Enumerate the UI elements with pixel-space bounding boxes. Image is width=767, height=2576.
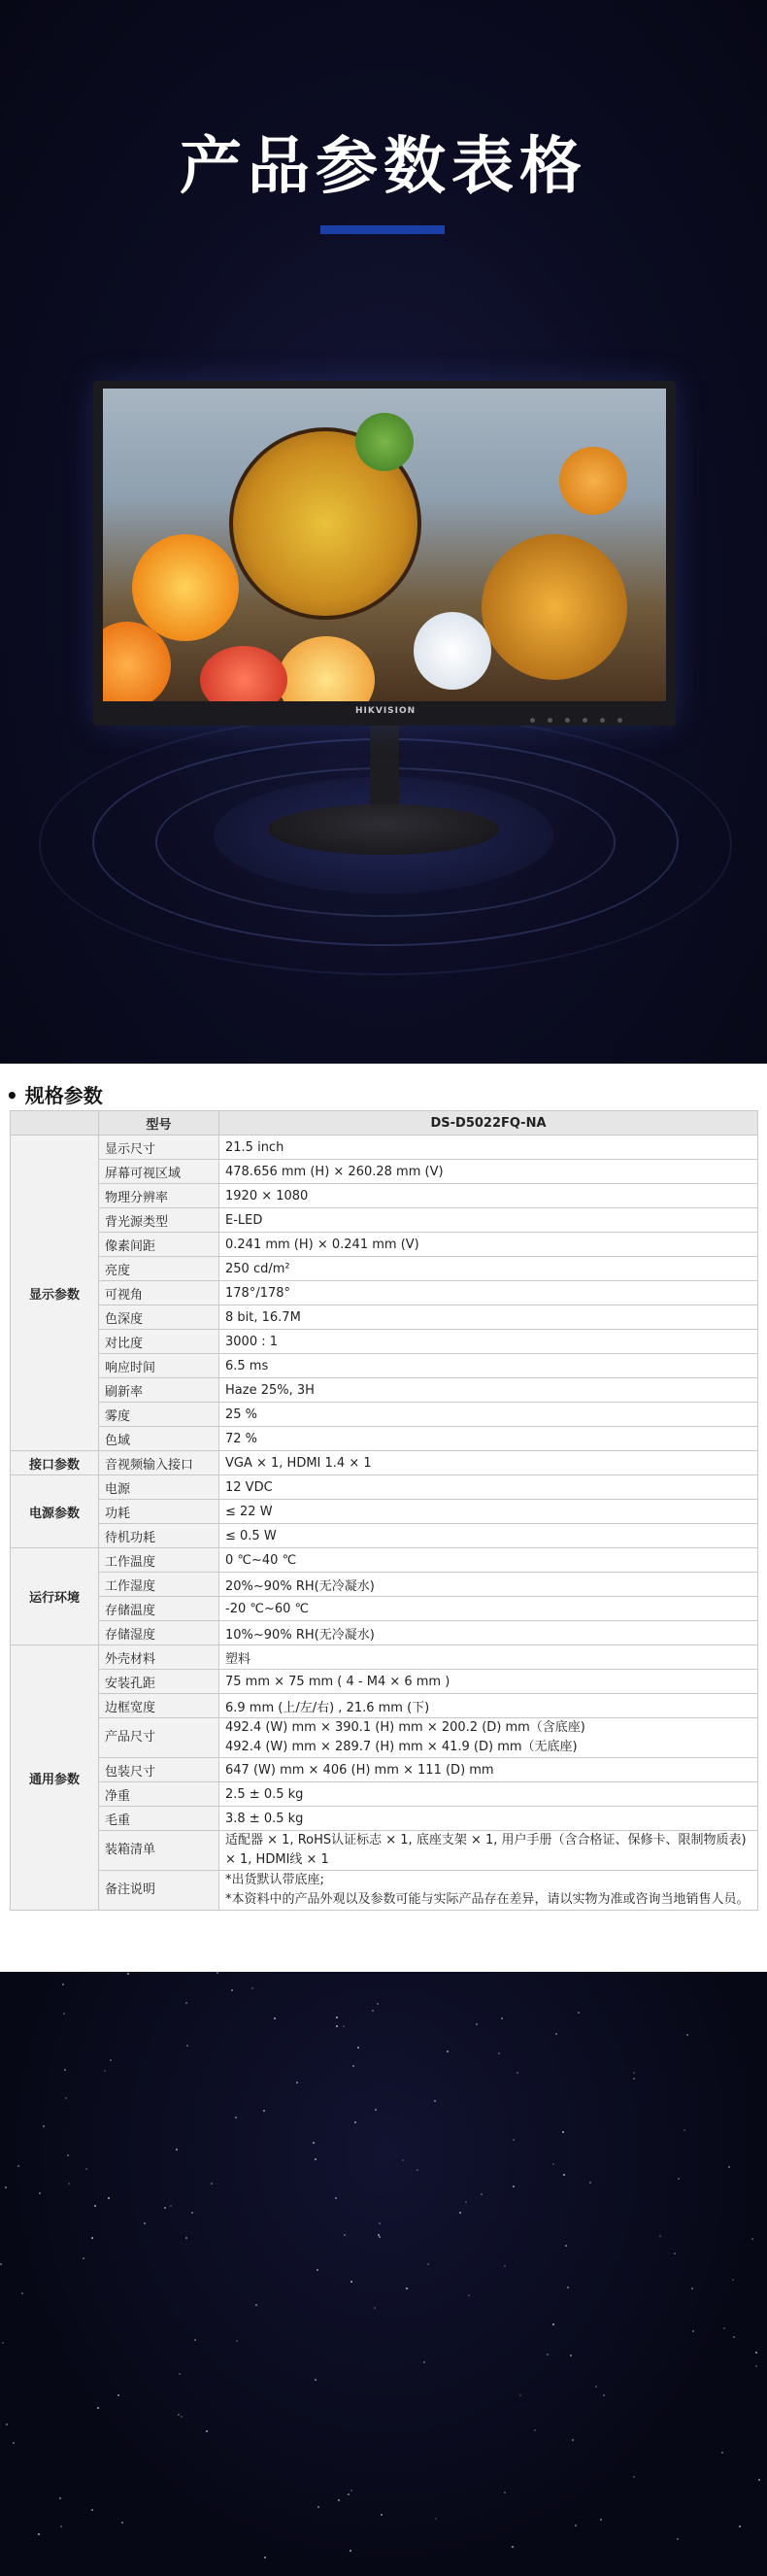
star-dot (589, 2182, 591, 2184)
star-dot (217, 1972, 218, 1974)
star-dot (504, 2265, 506, 2267)
spec-label: 边框宽度 (99, 1694, 219, 1718)
star-dot (313, 2142, 315, 2144)
star-dot (170, 2205, 172, 2207)
star-dot (38, 2533, 40, 2535)
star-dot (348, 2493, 350, 2495)
spec-value: *出货默认带底座; *本资料中的产品外观以及参数可能与实际产品存在差异，请以实物为准或咨询当地销售人员。 (219, 1871, 758, 1911)
star-dot (758, 2479, 760, 2481)
star-dot (186, 2045, 188, 2047)
star-dot (185, 2002, 187, 2004)
spec-label: 背光源类型 (99, 1208, 219, 1233)
star-dot (501, 2017, 503, 2019)
star-dot (185, 2237, 187, 2239)
star-dot (206, 2430, 208, 2432)
star-dot (691, 2288, 693, 2289)
star-dot (110, 2059, 112, 2061)
monitor-button-icon (617, 718, 622, 723)
star-dot (6, 2423, 8, 2425)
spec-value: ≤ 0.5 W (219, 1524, 758, 1548)
star-dot (755, 2365, 757, 2367)
star-dot (595, 2386, 597, 2388)
star-dot (751, 2238, 753, 2240)
spec-value: Haze 25%, 3H (219, 1378, 758, 1403)
spec-value: 492.4 (W) mm × 390.1 (H) mm × 200.2 (D) mm（含底座) 492.4 (W) mm × 289.7 (H) mm × 41.9 (D) mm（无底座) (219, 1718, 758, 1758)
star-dot (17, 2165, 19, 2167)
monitor-button-icon (583, 718, 587, 723)
spec-label: 安装孔距 (99, 1670, 219, 1694)
spec-label: 响应时间 (99, 1354, 219, 1378)
star-dot (567, 2287, 569, 2288)
star-dot (402, 2159, 404, 2161)
spec-label: 屏幕可视区域 (99, 1160, 219, 1184)
table-row (11, 1573, 758, 1597)
category-cell: 电源参数 (11, 1475, 99, 1548)
star-dot (83, 2257, 84, 2259)
star-dot (62, 1983, 64, 1985)
star-dot (572, 2439, 574, 2441)
spec-value: 72 % (219, 1427, 758, 1451)
page-title: 产品参数表格 (180, 131, 587, 203)
spec-label: 存储湿度 (99, 1621, 219, 1645)
star-dot (379, 2236, 381, 2238)
star-dot (5, 2186, 7, 2188)
star-dot (512, 2546, 514, 2548)
star-dot (97, 2407, 99, 2409)
star-dot (513, 2186, 515, 2187)
star-dot (335, 2197, 337, 2199)
title-underline (320, 225, 445, 234)
star-dot (344, 2234, 346, 2236)
star-dot (263, 2110, 265, 2112)
table-row (11, 1135, 758, 1160)
spec-label: 对比度 (99, 1330, 219, 1354)
star-dot (350, 2281, 352, 2283)
spec-label: 电源 (99, 1475, 219, 1500)
spec-label: 工作温度 (99, 1548, 219, 1573)
star-dot (563, 2174, 565, 2176)
star-dot (0, 2263, 2, 2265)
star-dot (372, 2010, 374, 2012)
spec-label: 装箱清单 (99, 1831, 219, 1871)
table-row (11, 1548, 758, 1573)
star-dot (85, 2168, 87, 2170)
spec-value: 0 ℃~40 ℃ (219, 1548, 758, 1573)
star-dot (43, 2125, 45, 2127)
spec-label: 功耗 (99, 1500, 219, 1524)
star-dot (459, 2212, 461, 2214)
table-row (11, 1378, 758, 1403)
table-row (11, 1718, 758, 1758)
spec-label: 音视频输入接口 (99, 1451, 219, 1475)
star-dot (104, 2070, 106, 2072)
hero-banner (0, 0, 767, 1064)
star-dot (181, 2416, 183, 2418)
star-dot (381, 2514, 383, 2516)
spec-value: 478.656 mm (H) × 260.28 mm (V) (219, 1160, 758, 1184)
star-dot (552, 2323, 554, 2325)
star-dot (211, 2183, 213, 2185)
star-dot (317, 2506, 319, 2508)
star-dot (739, 2525, 741, 2527)
monitor-stand-neck (370, 726, 399, 813)
table-row (11, 1451, 758, 1475)
starfield-background (0, 1972, 767, 2576)
star-dot (127, 1973, 129, 1975)
table-row (11, 1597, 758, 1621)
star-dot (178, 2414, 180, 2416)
star-dot (659, 2235, 661, 2237)
star-dot (315, 2158, 317, 2160)
star-dot (121, 2522, 123, 2524)
star-dot (317, 2269, 318, 2271)
spec-label: 物理分辨率 (99, 1184, 219, 1208)
star-dot (513, 2139, 515, 2141)
monitor-buttons (530, 708, 656, 714)
table-row (11, 1500, 758, 1524)
table-row (11, 1257, 758, 1281)
table-row (11, 1871, 758, 1911)
category-cell: 通用参数 (11, 1645, 99, 1911)
star-dot (674, 2253, 676, 2254)
star-dot (435, 2518, 437, 2520)
star-dot (336, 2025, 338, 2027)
category-cell: 显示参数 (11, 1135, 99, 1451)
star-dot (338, 2499, 340, 2501)
section-title: • 规格参数 (6, 1084, 103, 1107)
table-row (11, 1233, 758, 1257)
star-dot (251, 1987, 253, 1989)
spec-table (10, 1110, 758, 1911)
spec-value: 8 bit, 16.7M (219, 1305, 758, 1330)
star-dot (578, 2012, 580, 2014)
star-dot (39, 2192, 41, 2194)
star-dot (728, 2166, 730, 2168)
spec-label: 工作湿度 (99, 1573, 219, 1597)
star-dot (65, 2097, 67, 2099)
star-dot (377, 2003, 379, 2005)
spec-label: 备注说明 (99, 1871, 219, 1911)
table-row (11, 1354, 758, 1378)
table-row (11, 1281, 758, 1305)
star-dot (481, 2193, 483, 2195)
monitor-image (93, 381, 676, 726)
star-dot (144, 2222, 146, 2224)
star-dot (191, 2212, 193, 2214)
spec-value: 21.5 inch (219, 1135, 758, 1160)
table-row (11, 1208, 758, 1233)
star-dot (179, 2373, 181, 2375)
spec-label: 刷新率 (99, 1378, 219, 1403)
star-dot (633, 2078, 635, 2080)
table-row (11, 1403, 758, 1427)
star-dot (350, 2550, 351, 2552)
star-dot (59, 2497, 61, 2499)
star-dot (231, 1989, 233, 1991)
table-row (11, 1305, 758, 1330)
star-dot (374, 2307, 376, 2309)
star-dot (117, 2394, 119, 2396)
star-dot (552, 2163, 554, 2165)
star-dot (600, 2519, 602, 2521)
brand-logo: HIKVISION (355, 706, 417, 716)
header-model: DS-D5022FQ-NA (219, 1111, 758, 1135)
spec-label: 包装尺寸 (99, 1758, 219, 1782)
spec-value: ≤ 22 W (219, 1500, 758, 1524)
table-row (11, 1645, 758, 1670)
star-dot (235, 2117, 237, 2118)
spec-value: 0.241 mm (H) × 0.241 mm (V) (219, 1233, 758, 1257)
star-dot (417, 2169, 418, 2171)
star-dot (733, 2336, 735, 2338)
star-dot (504, 2491, 506, 2493)
header-category-cell (11, 1111, 99, 1135)
star-dot (633, 2476, 635, 2478)
star-dot (315, 2379, 317, 2381)
table-row (11, 1524, 758, 1548)
star-dot (423, 2361, 425, 2363)
star-dot (255, 2304, 257, 2306)
monitor-button-icon (600, 718, 605, 723)
spec-value: 适配器 × 1, RoHS认证标志 × 1, 底座支架 × 1, 用户手册（含合格证、保修卡、限制物质表) × 1, HDMI线 × 1 (219, 1831, 758, 1871)
category-cell: 运行环境 (11, 1548, 99, 1645)
star-dot (236, 2340, 238, 2342)
spec-value: 10%~90% RH(无冷凝水) (219, 1621, 758, 1645)
star-dot (517, 2072, 518, 2074)
star-dot (721, 2452, 723, 2454)
spec-value: 647 (W) mm × 406 (H) mm × 111 (D) mm (219, 1758, 758, 1782)
star-dot (350, 2490, 352, 2491)
table-row (11, 1184, 758, 1208)
star-dot (21, 2292, 23, 2294)
spec-value: 3000 : 1 (219, 1330, 758, 1354)
star-dot (575, 2525, 577, 2526)
spec-label: 色域 (99, 1427, 219, 1451)
spec-label: 像素间距 (99, 1233, 219, 1257)
table-row (11, 1670, 758, 1694)
star-dot (678, 2178, 680, 2180)
star-dot (755, 2352, 757, 2354)
star-dot (343, 2025, 345, 2027)
spec-value: -20 ℃~60 ℃ (219, 1597, 758, 1621)
spec-value: E-LED (219, 1208, 758, 1233)
star-dot (68, 2183, 70, 2185)
spec-value: 25 % (219, 1403, 758, 1427)
table-row (11, 1782, 758, 1807)
monitor-button-icon (565, 718, 570, 723)
spec-value: 20%~90% RH(无冷凝水) (219, 1573, 758, 1597)
spec-value: 12 VDC (219, 1475, 758, 1500)
spec-value: 塑料 (219, 1645, 758, 1670)
star-dot (465, 2201, 467, 2203)
star-dot (547, 2354, 549, 2356)
star-dot (684, 2129, 685, 2131)
category-cell: 接口参数 (11, 1451, 99, 1475)
monitor-stand-base (268, 804, 499, 855)
table-row (11, 1475, 758, 1500)
spec-label: 外壳材料 (99, 1645, 219, 1670)
spec-label: 可视角 (99, 1281, 219, 1305)
star-dot (91, 2237, 93, 2239)
star-dot (534, 2429, 536, 2431)
spec-value: 75 mm × 75 mm ( 4 - M4 × 6 mm ) (219, 1670, 758, 1694)
table-row (11, 1807, 758, 1831)
star-dot (108, 2197, 110, 2199)
star-dot (379, 2222, 381, 2224)
spec-value: 250 cd/m² (219, 1257, 758, 1281)
table-row (11, 1621, 758, 1645)
star-dot (427, 2263, 429, 2265)
spec-value: 178°/178° (219, 1281, 758, 1305)
star-dot (562, 2131, 564, 2133)
spec-value: 1920 × 1080 (219, 1184, 758, 1208)
star-dot (194, 2339, 196, 2341)
header-label: 型号 (99, 1111, 219, 1135)
star-dot (354, 2121, 356, 2123)
star-dot (677, 2538, 679, 2540)
table-header-row (11, 1111, 758, 1135)
star-dot (164, 2207, 166, 2209)
table-row (11, 1160, 758, 1184)
star-dot (60, 2525, 62, 2527)
star-dot (357, 2047, 359, 2049)
spec-label: 存储温度 (99, 1597, 219, 1621)
star-dot (63, 2013, 65, 2015)
star-dot (13, 2442, 15, 2444)
monitor-screen (103, 389, 666, 701)
star-dot (176, 2149, 178, 2151)
table-row (11, 1427, 758, 1451)
star-dot (91, 2509, 93, 2511)
star-dot (570, 2355, 572, 2356)
star-dot (264, 2557, 266, 2559)
star-dot (274, 2017, 276, 2019)
star-dot (603, 2394, 605, 2396)
star-dot (2, 2342, 4, 2344)
table-row (11, 1694, 758, 1718)
table-row (11, 1831, 758, 1871)
star-dot (692, 2330, 694, 2332)
spec-label: 净重 (99, 1782, 219, 1807)
spec-label: 产品尺寸 (99, 1718, 219, 1758)
spec-value: 2.5 ± 0.5 kg (219, 1782, 758, 1807)
star-dot (633, 2072, 635, 2074)
star-dot (67, 2154, 69, 2156)
spec-label: 毛重 (99, 1807, 219, 1831)
star-dot (406, 2288, 408, 2289)
monitor-button-icon (530, 718, 535, 723)
spec-label: 显示尺寸 (99, 1135, 219, 1160)
spec-value: VGA × 1, HDMI 1.4 × 1 (219, 1451, 758, 1475)
star-dot (519, 2394, 521, 2396)
star-dot (352, 2065, 354, 2067)
spec-label: 色深度 (99, 1305, 219, 1330)
star-dot (476, 2023, 478, 2025)
spec-value: 6.5 ms (219, 1354, 758, 1378)
star-dot (447, 2051, 449, 2052)
spec-value: 6.9 mm (上/左/右) , 21.6 mm (下) (219, 1694, 758, 1718)
spec-label: 雾度 (99, 1403, 219, 1427)
star-dot (94, 2205, 96, 2207)
star-dot (296, 2082, 298, 2084)
spec-label: 亮度 (99, 1257, 219, 1281)
star-dot (375, 2109, 377, 2111)
star-dot (336, 2017, 338, 2018)
star-dot (64, 2069, 66, 2071)
spec-value: 3.8 ± 0.5 kg (219, 1807, 758, 1831)
star-dot (498, 2052, 500, 2054)
star-dot (468, 2294, 470, 2296)
monitor-button-icon (548, 718, 552, 723)
table-row (11, 1758, 758, 1782)
star-dot (686, 2034, 688, 2036)
star-dot (434, 2100, 436, 2102)
table-row (11, 1330, 758, 1354)
spec-label: 待机功耗 (99, 1524, 219, 1548)
star-dot (732, 2279, 734, 2281)
star-dot (723, 2327, 725, 2329)
star-dot (565, 2245, 567, 2247)
star-dot (555, 2033, 557, 2035)
